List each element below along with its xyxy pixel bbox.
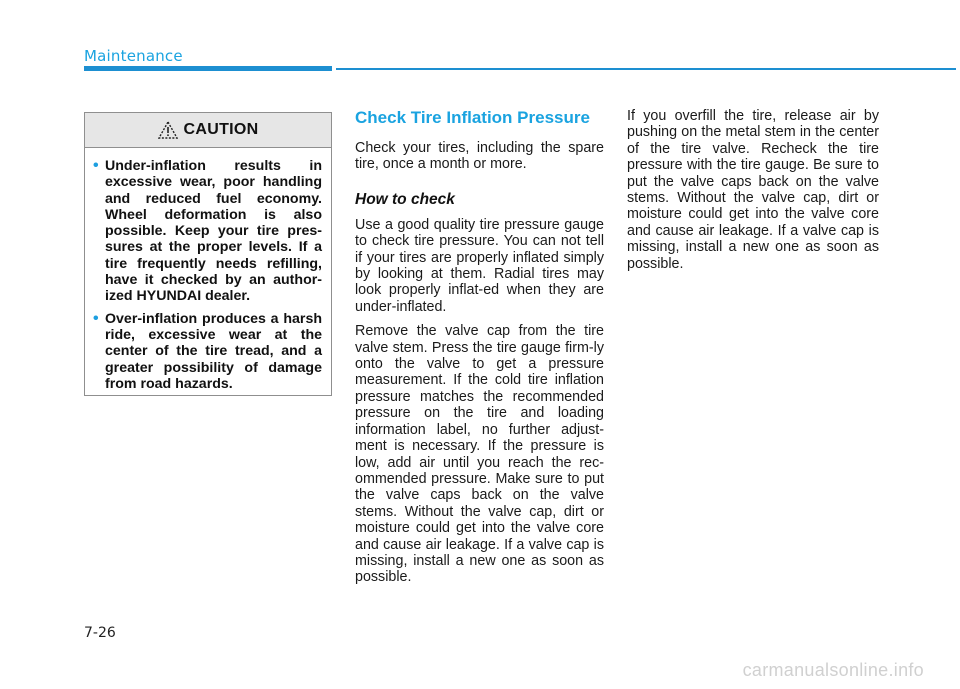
page-number: 7-26 [84, 625, 116, 641]
caution-item-text: Under-inflation results in excessive wear, poor handling and reduced fuel economy. Wheel deformation is also possible. Keep your tire pres-sures at the proper levels. If a tire frequently needs refilling, have it checked by an author-ized HYUNDAI dealer. [105, 158, 322, 305]
header-rule-line [336, 68, 956, 70]
middle-column [355, 108, 604, 594]
header-rule-bar [84, 66, 332, 71]
bullet-icon: • [93, 309, 99, 327]
caution-box [84, 112, 332, 396]
section-header: Maintenance [84, 47, 183, 65]
warning-triangle-icon [158, 121, 178, 139]
intro-paragraph: Check your tires, including the spare tire, once a month or more. [355, 140, 604, 173]
caution-item [93, 157, 322, 305]
caution-item-text: Over-inflation produces a harsh ride, excessive wear at the center of the tire tread, and a greater possibility of damage from road hazards. [105, 310, 322, 392]
bullet-icon: • [93, 157, 99, 174]
watermark: carmanualsonline.info [742, 660, 924, 680]
caution-title: CAUTION [183, 121, 259, 138]
caution-header [85, 113, 331, 148]
section-title: Check Tire Inflation Pressure [355, 108, 590, 127]
caution-list [85, 148, 331, 392]
right-column [627, 108, 879, 280]
body-paragraph: If you overfill the tire, release air by pushing on the metal stem in the center of the tire valve. Recheck the tire pressure with the tire gauge. Be sure to put the valve caps back on the valve stems. Without the valve cap, dirt or moisture could get into the valve core and cause air leakage. If a valve cap is missing, install a new one as soon as possible. [627, 108, 879, 272]
caution-item [93, 309, 322, 392]
subheading: How to check [355, 190, 455, 208]
body-paragraph: Use a good quality tire pressure gauge to check tire pressure. You can not tell if your tires are properly inflated simply by looking at them. Radial tires may look properly inflat-ed when they are under-inflated. [355, 216, 604, 315]
body-paragraph: Remove the valve cap from the tire valve stem. Press the tire gauge firm-ly onto the valve to get a pressure measurement. If the cold tire inflation pressure matches the recommended pressure on the tire and loading information label, no further adjust-ment is necessary. If the pressure is low, add air until you reach the rec-ommended pressure. Make sure to put the valve caps back on the valve stems. Without the valve cap, dirt or moisture could get into the valve core and cause air leakage. If a valve cap is missing, install a new one as soon as possible. [355, 323, 604, 586]
